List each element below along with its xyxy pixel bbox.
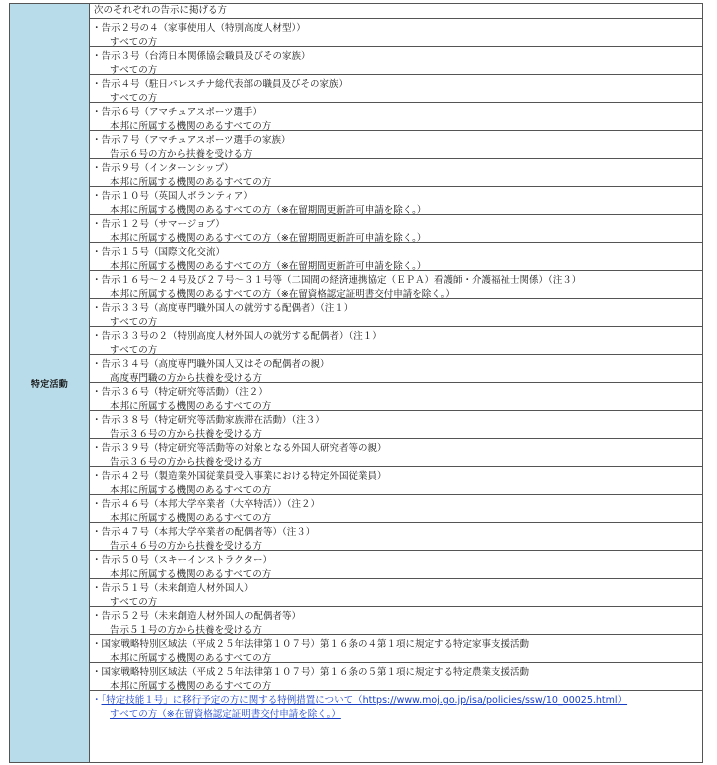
note-prefix: （※ xyxy=(271,205,289,215)
special-measure-eligibility[interactable]: すべての方（※在留資格認定証明書交付申請を除く。） xyxy=(110,709,341,719)
entry-eligibility: すべての方 xyxy=(110,597,158,607)
entry-title: ・告示３８号（特定研究等活動家族滞在活動）（注３） xyxy=(92,415,325,426)
entry-eligibility: 本邦に所属する機関のあるすべての方 xyxy=(110,177,272,187)
list-item xyxy=(90,383,702,411)
entry-title: ・告示３４号（高度専門職外国人又はその配偶者の親） xyxy=(92,359,330,370)
visa-category-table xyxy=(9,3,703,763)
entry-title: ・告示２号の４（家事使用人（特別高度人材型）） xyxy=(92,23,306,34)
entry-eligibility: 本邦に所属する機関のあるすべての方 xyxy=(110,653,272,663)
entry-description xyxy=(110,286,455,299)
entry-description xyxy=(110,622,262,635)
entry-description xyxy=(110,174,271,187)
special-measure-row xyxy=(90,691,702,719)
entry-eligibility: すべての方 xyxy=(110,37,158,47)
entry-eligibility: 告示３６号の方から扶養を受ける方 xyxy=(110,429,263,439)
entry-description xyxy=(110,370,262,383)
entry-list xyxy=(90,19,702,719)
list-item xyxy=(90,467,702,495)
entry-title: ・国家戦略特別区域法（平成２５年法律第１０７号）第１６条の４第１項に規定する特定家事支援活動 xyxy=(92,639,530,650)
list-item xyxy=(90,355,702,383)
note-suffix: ） xyxy=(416,261,427,271)
entry-description xyxy=(110,426,262,439)
entry-title: ・告示４７号（本邦大学卒業者の配偶者等）（注３） xyxy=(92,527,316,538)
list-item xyxy=(90,131,702,159)
entry-title: ・告示６号（アマチュアスポーツ選手） xyxy=(92,107,262,118)
entry-eligibility: 本邦に所属する機関のあるすべての方 xyxy=(110,233,272,243)
entry-title: ・告示１６号～２４号及び２７号～３１号等（二国間の経済連携協定（ＥＰＡ）看護師・介護福祉士関係）（注３） xyxy=(92,275,582,286)
list-item xyxy=(90,579,702,607)
entry-eligibility: 本邦に所属する機関のあるすべての方 xyxy=(110,485,272,495)
entry-eligibility: 告示６号の方から扶養を受ける方 xyxy=(110,149,253,159)
entry-eligibility: 本邦に所属する機関のあるすべての方 xyxy=(110,681,272,691)
entry-description xyxy=(110,566,271,579)
entry-title: ・告示３号（台湾日本関係協会職員及びその家族） xyxy=(92,51,311,62)
entry-eligibility: 高度専門職の方から扶養を受ける方 xyxy=(110,373,263,383)
entry-description xyxy=(110,230,426,243)
list-item xyxy=(90,327,702,355)
entry-title: ・告示４２号（製造業外国従業員受入事業における特定外国従業員） xyxy=(92,471,387,482)
note-exception: 在留期間更新許可申請を除く。 xyxy=(288,205,417,215)
entry-eligibility: 本邦に所属する機関のあるすべての方 xyxy=(110,261,272,271)
entry-eligibility: 本邦に所属する機関のあるすべての方 xyxy=(110,121,272,131)
entry-description xyxy=(110,342,157,355)
note-suffix: ） xyxy=(416,233,427,243)
list-item xyxy=(90,215,702,243)
list-item xyxy=(90,551,702,579)
entry-description xyxy=(110,454,262,467)
entries-column xyxy=(90,4,702,762)
entry-title: ・告示４号（駐日パレスチナ総代表部の職員及びその家族） xyxy=(92,79,349,90)
entry-description xyxy=(110,258,426,271)
entry-title: ・告示１０号（英国人ボランティア） xyxy=(92,191,253,202)
list-item xyxy=(90,47,702,75)
entry-description xyxy=(110,62,157,75)
category-label: 特定活動 xyxy=(30,379,69,390)
note-exception: 在留期間更新許可申請を除く。 xyxy=(288,261,417,271)
note-suffix: ） xyxy=(416,205,427,215)
entry-title: ・国家戦略特別区域法（平成２５年法律第１０７号）第１６条の５第１項に規定する特定農業支援活動 xyxy=(92,667,530,678)
note-exception: 在留資格認定証明書交付申請を除く。 xyxy=(288,289,446,299)
entry-title: ・告示９号（インターンシップ） xyxy=(92,163,234,174)
entry-title: ・告示４６号（本邦大学卒業者（大卒特活））（注２） xyxy=(92,499,321,510)
entry-title: ・告示３３号（高度専門職外国人の就労する配偶者）（注１） xyxy=(92,303,354,314)
special-measure-link[interactable]: 「特定技能１号」に移行予定の方に関する特例措置について（https://www.moj.go.jp/isa/policies/ssw/10_00025.html） xyxy=(101,695,628,706)
entry-eligibility: すべての方 xyxy=(110,93,158,103)
entry-description xyxy=(110,34,157,47)
entry-eligibility: 本邦に所属する機関のあるすべての方 xyxy=(110,569,272,579)
list-item xyxy=(90,243,702,271)
entry-title: ・告示５１号（未来創造人材外国人） xyxy=(92,583,254,594)
entry-eligibility: 告示３６号の方から扶養を受ける方 xyxy=(110,457,263,467)
note-prefix: （※ xyxy=(271,261,289,271)
special-measure-title xyxy=(92,692,627,706)
entry-description xyxy=(110,482,271,495)
list-item xyxy=(90,523,702,551)
entry-eligibility: 本邦に所属する機関のあるすべての方 xyxy=(110,289,272,299)
note-suffix: ） xyxy=(445,289,455,299)
list-item xyxy=(90,411,702,439)
list-item xyxy=(90,19,702,47)
entry-eligibility: すべての方 xyxy=(110,345,158,355)
entry-title: ・告示５２号（未来創造人材外国人の配偶者等） xyxy=(92,611,302,622)
list-item xyxy=(90,75,702,103)
entry-eligibility: 告示５１号の方から扶養を受ける方 xyxy=(110,625,263,635)
list-item xyxy=(90,607,702,635)
entry-description xyxy=(110,538,262,551)
category-cell xyxy=(10,4,90,762)
column-header: 次のそれぞれの告示に掲げる方 xyxy=(90,4,702,19)
entry-title: ・告示５０号（スキーインストラクター） xyxy=(92,555,273,566)
entry-eligibility: 本邦に所属する機関のあるすべての方 xyxy=(110,401,272,411)
entry-eligibility: 告示４６号の方から扶養を受ける方 xyxy=(110,541,263,551)
list-item xyxy=(90,187,702,215)
entry-title: ・告示３９号（特定研究等活動等の対象となる外国人研究者等の親） xyxy=(92,443,387,454)
entry-description xyxy=(110,146,253,159)
entry-description xyxy=(110,202,426,215)
entry-title: ・告示１２号（サマージョブ） xyxy=(92,219,225,230)
entry-title: ・告示７号（アマチュアスポーツ選手の家族） xyxy=(92,135,291,146)
entry-description xyxy=(110,90,157,103)
list-item xyxy=(90,439,702,467)
list-item xyxy=(90,103,702,131)
list-item xyxy=(90,635,702,663)
bullet-mark: ・ xyxy=(92,695,102,706)
entry-description xyxy=(110,314,157,327)
entry-eligibility: 本邦に所属する機関のあるすべての方 xyxy=(110,513,272,523)
entry-eligibility: すべての方 xyxy=(110,317,158,327)
entry-title: ・告示１５号（国際文化交流） xyxy=(92,247,226,258)
entry-eligibility: すべての方 xyxy=(110,65,158,75)
entry-description xyxy=(110,118,271,131)
entry-description xyxy=(110,594,157,607)
list-item xyxy=(90,271,702,299)
entry-title: ・告示３６号（特定研究等活動）（注２） xyxy=(92,387,268,398)
list-item xyxy=(90,495,702,523)
note-prefix: （※ xyxy=(271,233,289,243)
note-exception: 在留期間更新許可申請を除く。 xyxy=(288,233,417,243)
list-item xyxy=(90,663,702,691)
note-prefix: （※ xyxy=(271,289,289,299)
entry-description xyxy=(110,650,271,663)
entry-description xyxy=(110,678,271,691)
list-item xyxy=(90,159,702,187)
entry-eligibility: 本邦に所属する機関のあるすべての方 xyxy=(110,205,272,215)
entry-description xyxy=(110,398,271,411)
entry-title: ・告示３３号の２（特別高度人材外国人の就労する配偶者）（注１） xyxy=(92,331,382,342)
list-item xyxy=(90,299,702,327)
entry-description xyxy=(110,510,271,523)
